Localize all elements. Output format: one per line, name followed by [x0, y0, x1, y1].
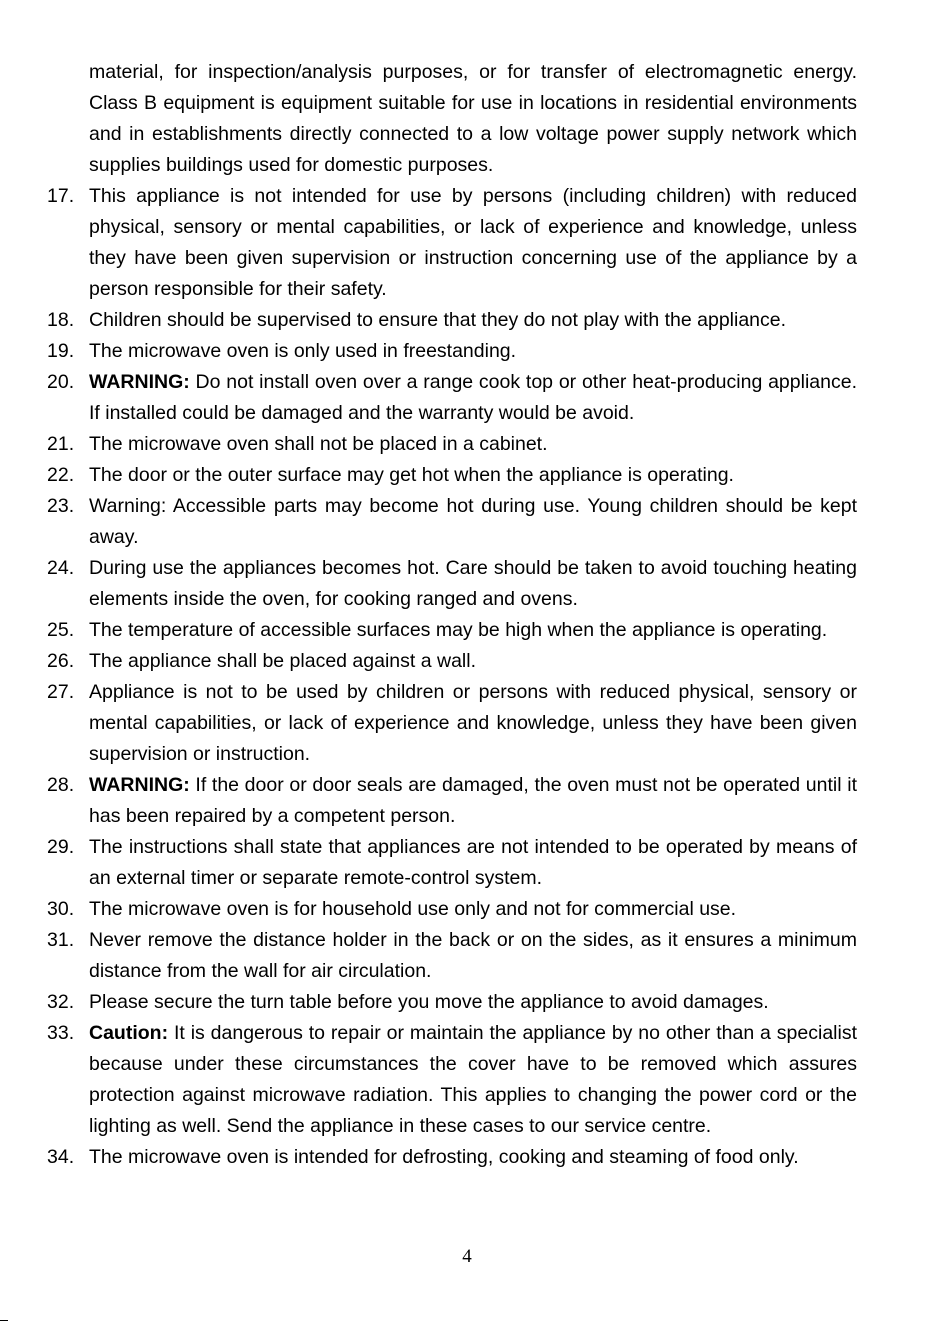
item-text: Children should be supervised to ensure that they do not play with the appliance. [89, 309, 787, 331]
item-number: 31. [47, 929, 75, 951]
list-item [0, 429, 934, 460]
item-text: During use the appliances becomes hot. Care should be taken to avoid touching heating elements inside the oven, for cooking ranged and ovens. [89, 557, 857, 610]
item-number: 32. [47, 991, 75, 1013]
item-number: 28. [47, 774, 75, 796]
list-item [0, 1018, 934, 1142]
list-item [0, 894, 934, 925]
item-text: The appliance shall be placed against a wall. [89, 650, 477, 672]
list-item [0, 615, 934, 646]
item-body [89, 181, 857, 305]
item-text: The temperature of accessible surfaces may be high when the appliance is operating. [89, 619, 828, 641]
instruction-list [0, 57, 934, 1173]
item-text: The instructions shall state that appliances are not intended to be operated by means of an external timer or separate remote-control system. [89, 836, 857, 889]
item-text: The microwave oven is intended for defrosting, cooking and steaming of food only. [89, 1146, 799, 1168]
item-body [89, 987, 857, 1018]
item-number: 26. [47, 650, 75, 672]
item-number: 29. [47, 836, 75, 858]
item-number [0, 57, 89, 181]
item-body [89, 460, 857, 491]
item-lead: WARNING: [89, 371, 190, 393]
item-text: Never remove the distance holder in the back or on the sides, as it ensures a minimum distance from the wall for air circulation. [89, 929, 857, 982]
item-text: It is dangerous to repair or maintain the appliance by no other than a specialist because under these circumstances the cover have to be removed which assures protection against microwave radiation. This applies to changing the power cord or the lighting as well. Send the appliance in these cases to our service centre. [89, 1022, 857, 1137]
item-number: 34. [47, 1146, 75, 1168]
list-item [0, 305, 934, 336]
item-body [89, 367, 857, 429]
item-text: The microwave oven is only used in freestanding. [89, 340, 517, 362]
item-number: 30. [47, 898, 75, 920]
page-edge-mark [0, 1320, 8, 1321]
item-body [89, 646, 857, 677]
item-number: 21. [47, 433, 75, 455]
item-text: If the door or door seals are damaged, the oven must not be operated until it has been repaired by a competent person. [89, 774, 857, 827]
item-number: 25. [47, 619, 75, 641]
list-item [0, 925, 934, 987]
page-number: 4 [462, 1246, 472, 1267]
item-body [89, 336, 857, 367]
item-number: 27. [47, 681, 75, 703]
item-body [89, 305, 857, 336]
item-body [89, 1018, 857, 1142]
item-body [89, 770, 857, 832]
item-lead: WARNING: [89, 774, 190, 796]
item-number: 33. [47, 1022, 75, 1044]
list-item [0, 987, 934, 1018]
item-body [89, 677, 857, 770]
item-text: material, for inspection/analysis purposes, or for transfer of electromagnetic energy. Class B equipment is equipment suitable for use in locations in residential environments and in establishments directly connected to a low voltage power supply network which supplies buildings used for domestic purposes. [89, 61, 857, 176]
item-text: This appliance is not intended for use by persons (including children) with reduced physical, sensory or mental capabilities, or lack of experience and knowledge, unless they have been given supervision or instruction concerning use of the appliance by a person responsible for their safety. [89, 185, 857, 300]
list-item [0, 646, 934, 677]
item-text: Please secure the turn table before you move the appliance to avoid damages. [89, 991, 769, 1013]
item-body [89, 1142, 857, 1173]
list-item [0, 677, 934, 770]
item-text: Warning: Accessible parts may become hot during use. Young children should be kept away. [89, 495, 857, 548]
item-number: 18. [47, 309, 75, 331]
item-lead: Caution: [89, 1022, 169, 1044]
item-body [89, 491, 857, 553]
item-text: Do not install oven over a range cook top or other heat-producing appliance. If installed could be damaged and the warranty would be avoid. [89, 371, 857, 424]
item-number: 24. [47, 557, 75, 579]
list-item [0, 832, 934, 894]
list-item [0, 460, 934, 491]
item-body [89, 57, 857, 181]
item-number: 19. [47, 340, 75, 362]
item-text: The microwave oven shall not be placed in a cabinet. [89, 433, 548, 455]
item-text: Appliance is not to be used by children or persons with reduced physical, sensory or mental capabilities, or lack of experience and knowledge, unless they have been given supervision or instruction. [89, 681, 857, 765]
item-number: 23. [47, 495, 75, 517]
item-body [89, 894, 857, 925]
list-item [0, 770, 934, 832]
item-body [89, 615, 857, 646]
item-text: The door or the outer surface may get hot when the appliance is operating. [89, 464, 734, 486]
list-item [0, 336, 934, 367]
list-item [0, 553, 934, 615]
item-body [89, 429, 857, 460]
list-item [0, 57, 934, 181]
item-body [89, 832, 857, 894]
item-number: 17. [47, 185, 75, 207]
list-item [0, 367, 934, 429]
item-body [89, 553, 857, 615]
item-text: The microwave oven is for household use only and not for commercial use. [89, 898, 737, 920]
list-item [0, 1142, 934, 1173]
item-body [89, 925, 857, 987]
item-number: 22. [47, 464, 75, 486]
list-item [0, 491, 934, 553]
list-item [0, 181, 934, 305]
item-number: 20. [47, 371, 75, 393]
